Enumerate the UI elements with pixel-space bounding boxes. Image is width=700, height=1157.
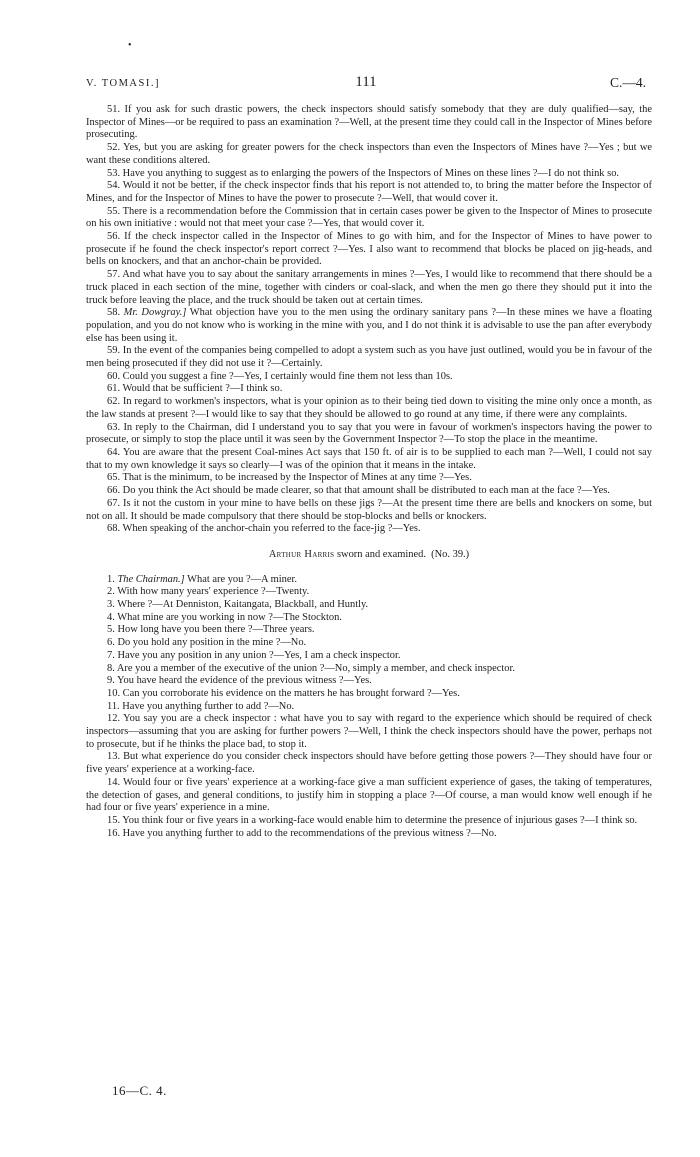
question-paragraph: 14. Would four or five years' experience at a working-face give a man sufficient experience of gases, the taking of temperatures, the detection of gases, and general conditions, to justify him in stopping a place ?—Of course, a man would know well enough if he had four or five years' experience in a mine. — [86, 776, 652, 814]
signature-mark: 16—C. 4. — [112, 1083, 167, 1098]
question-paragraph-58 — [86, 307, 652, 345]
margin-mark: • — [128, 40, 132, 51]
question-paragraph: 4. What mine are you working in now ?—The Stockton. — [107, 611, 342, 623]
speaker-label: Mr. Dowgray.] — [123, 307, 187, 319]
question-paragraph: 63. In reply to the Chairman, did I understand you to say that you were in favour of workmen's inspectors having the power to prosecute, or simply to stop the place until it was seen by the Government Inspector ?—To stop the place in the meantime. — [86, 421, 652, 446]
question-paragraph: 55. There is a recommendation before the Commission that in certain cases power be given to the Inspector of Mines to prosecute on his own initiative : would not that meet your case ?—Yes, that would cover it. — [86, 205, 652, 230]
questions-59-68 — [86, 345, 652, 536]
page-number: 111 — [355, 74, 377, 90]
running-header — [86, 74, 646, 96]
question-paragraph: 3. Where ?—At Denniston, Kaitangata, Blackball, and Huntly. — [107, 599, 369, 611]
question-paragraph: 15. You think four or five years in a working-face would enable him to determine the presence of injurious gases ?—I think so. — [107, 814, 638, 826]
question-text: What are you ?—A miner. — [187, 573, 297, 585]
question-paragraph: 2. With how many years' experience ?—Twenty. — [107, 586, 310, 598]
question-paragraph: 64. You are aware that the present Coal-mines Act says that 150 ft. of air is to be supplied to each man ?—Well, I could not say that to my own knowledge it says so clearly—I was of the opinion that it means in the intake. — [86, 446, 652, 471]
question-number: 1. — [107, 573, 115, 585]
witness-heading — [86, 549, 652, 562]
questions-51-57 — [86, 104, 652, 307]
question-paragraph: 65. That is the minimum, to be increased by the Inspector of Mines at any time ?—Yes. — [107, 472, 472, 484]
question-paragraph: 16. Have you anything further to add to the recommendations of the previous witness ?—No. — [107, 827, 497, 839]
question-paragraph: 52. Yes, but you are asking for greater powers for the check inspectors than even the Inspectors of Mines have ?—Yes ; but we want these conditions altered. — [86, 142, 652, 166]
question-paragraph: 54. Would it not be better, if the check inspector finds that his report is not attended to, to bring the matter before the Inspector of Mines, and for the Inspector of Mines to have the power to prosecute ?—Well, that would cover it. — [86, 180, 652, 204]
questions-2-16 — [86, 586, 652, 840]
question-paragraph: 9. You have heard the evidence of the previous witness ?—Yes. — [107, 675, 372, 687]
witness-number: (No. 39.) — [431, 548, 470, 560]
question-paragraph: 8. Are you a member of the executive of the union ?—No, simply a member, and check inspector. — [107, 662, 515, 674]
question-paragraph: 62. In regard to workmen's inspectors, what is your opinion as to their being tied down to visiting the mine only once a month, as the law stands at present ?—I would like to say that they should be allowed to go round at any time, if there were any complaints. — [86, 396, 652, 420]
question-paragraph-1 — [86, 574, 652, 587]
question-paragraph: 5. How long have you been there ?—Three years. — [107, 624, 315, 636]
question-paragraph: 67. Is it not the custom in your mine to have bells on these jigs ?—At the present time there are bells and knockers on some, but not on all. It should be made compulsory that there should be stop-blocks and bells or knockers. — [86, 497, 652, 522]
question-paragraph: 57. And what have you to say about the sanitary arrangements in mines ?—Yes, I would like to recommend that there should be a truck placed in each section of the mine, together with cinders or coal-slack, and when the men go there they should put it into the truck before leaving the place, and the truck should be taken out at certain times. — [86, 269, 652, 306]
question-text: What objection have you to the men using the ordinary sanitary pans ?—In these mines we have a floating population, and you do not know who is working in the mine with you, and I do not think it is advisable to use the pan after everybody else has been using it. — [86, 307, 653, 344]
question-paragraph: 11. Have you anything further to add ?—No. — [107, 700, 295, 712]
question-paragraph: 60. Could you suggest a fine ?—Yes, I certainly would fine them not less than 10s. — [107, 370, 453, 382]
testimony-body — [86, 104, 652, 840]
witness-name: Arthur Harris — [268, 548, 335, 560]
question-paragraph: 51. If you ask for such drastic powers, the check inspectors should satisfy somebody that they are duly qualified—say, the Inspector of Mines—or be required to pass an examination ?—Well, at the present time they could call in the Inspector of Mines before prosecuting. — [86, 104, 652, 141]
question-paragraph: 53. Have you anything to suggest as to enlarging the powers of the Inspectors of Mines on these lines ?—I do not think so. — [107, 167, 620, 179]
question-paragraph: 56. If the check inspector called in the Inspector of Mines to go with him, and for the Inspector of Mines to have power to prosecute if he found the check inspector's report correct ?—Yes. I also want to recommend that blocks be placed on jig-heads, and bells on knockers, and that an anchor-chain be provided. — [86, 231, 652, 268]
question-paragraph: 66. Do you think the Act should be made clearer, so that that amount shall be distributed to each man at the face ?—Yes. — [107, 485, 610, 497]
speaker-label: The Chairman.] — [117, 573, 185, 585]
question-paragraph: 7. Have you any position in any union ?—Yes, I am a check inspector. — [107, 649, 401, 661]
question-paragraph: 61. Would that be sufficient ?—I think so. — [107, 383, 283, 395]
paper-reference: C.—4. — [609, 75, 646, 90]
question-paragraph: 68. When speaking of the anchor-chain you referred to the face-jig ?—Yes. — [107, 523, 421, 535]
question-number: 58. — [107, 307, 121, 319]
witness-heading-text: sworn and examined. — [336, 548, 426, 560]
question-paragraph: 12. You say you are a check inspector : what have you to say with regard to the experience which should be required of check inspectors—assuming that you are asking for further powers ?—Well, I think the check inspectors should have the power, perhaps not to prosecute, but if he thinks the place bad, to stop it. — [86, 713, 652, 750]
header-witness-name: V. TOMASI.] — [86, 78, 160, 89]
question-paragraph: 6. Do you hold any position in the mine ?—No. — [107, 637, 307, 649]
question-paragraph: 10. Can you corroborate his evidence on the matters he has brought forward ?—Yes. — [107, 687, 460, 699]
question-paragraph: 13. But what experience do you consider check inspectors should have before getting those powers ?—They should have four or five years' experience at a working-face. — [86, 751, 652, 776]
question-paragraph: 59. In the event of the companies being compelled to adopt a system such as you have just outlined, would you be in favour of the men being prosecuted if they did not use it ?—Certainly. — [86, 345, 652, 370]
